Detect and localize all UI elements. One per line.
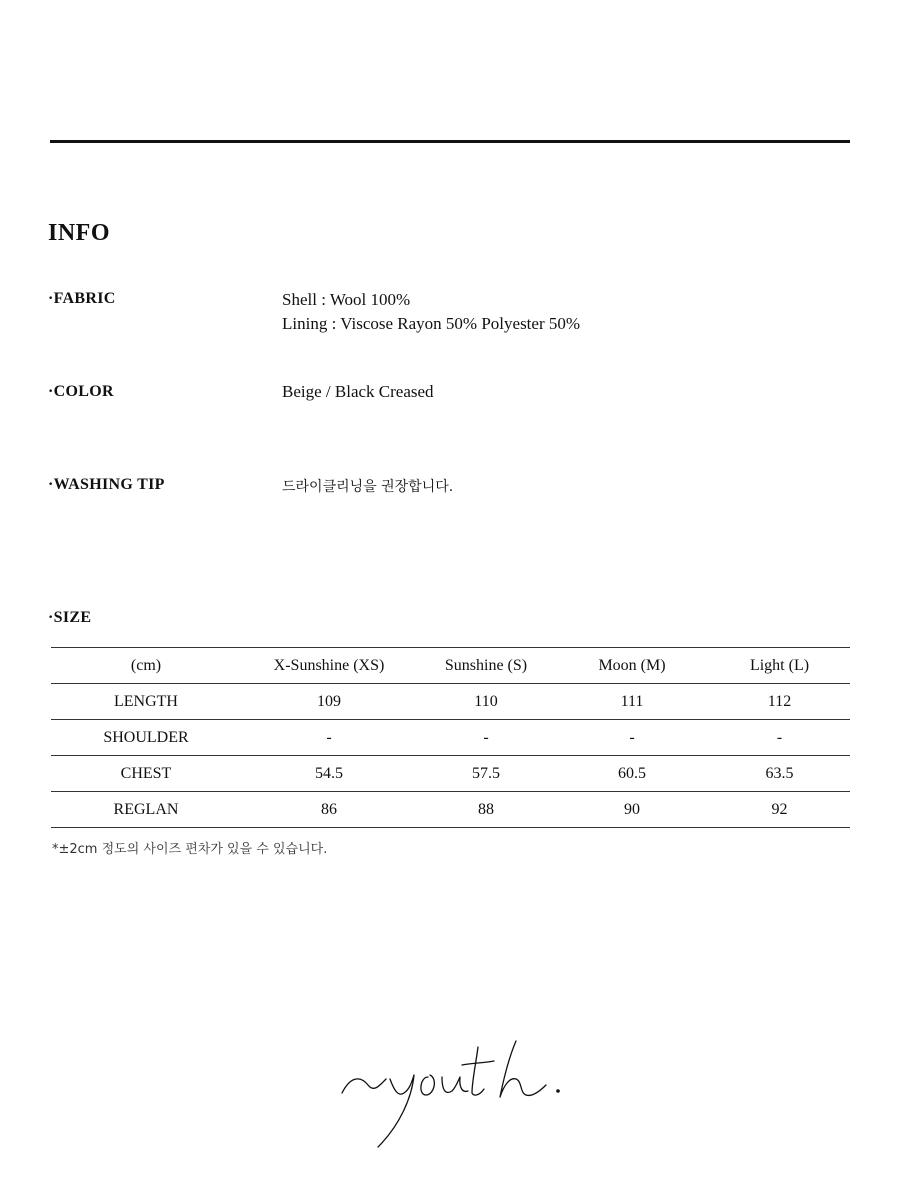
cell-l: - bbox=[709, 720, 850, 756]
size-table-header-row bbox=[51, 648, 850, 684]
top-divider bbox=[50, 140, 850, 143]
washing-tip-value: 드라이클리닝을 권장합니다. bbox=[282, 479, 454, 495]
size-note: *±2cm 정도의 사이즈 편차가 있을 수 있습니다. bbox=[52, 842, 328, 857]
table-row bbox=[51, 792, 850, 828]
header-l: Light (L) bbox=[709, 648, 850, 684]
cell-s: 88 bbox=[417, 792, 555, 828]
row-name: CHEST bbox=[51, 756, 241, 792]
cell-s: - bbox=[417, 720, 555, 756]
fabric-label: ·FABRIC bbox=[48, 290, 116, 307]
table-row bbox=[51, 684, 850, 720]
cell-s: 110 bbox=[417, 684, 555, 720]
cell-l: 112 bbox=[709, 684, 850, 720]
fabric-lining-line: Lining : Viscose Rayon 50% Polyester 50% bbox=[282, 314, 581, 333]
cell-s: 57.5 bbox=[417, 756, 555, 792]
cell-xs: 54.5 bbox=[241, 756, 417, 792]
row-name: LENGTH bbox=[51, 684, 241, 720]
table-row bbox=[51, 720, 850, 756]
cell-xs: - bbox=[241, 720, 417, 756]
cell-xs: 109 bbox=[241, 684, 417, 720]
washing-tip-label: ·WASHING TIP bbox=[48, 476, 165, 493]
table-row bbox=[51, 756, 850, 792]
cell-l: 92 bbox=[709, 792, 850, 828]
color-value: Beige / Black Creased bbox=[282, 382, 434, 401]
header-m: Moon (M) bbox=[555, 648, 709, 684]
cell-m: 111 bbox=[555, 684, 709, 720]
youth-signature-logo bbox=[338, 1035, 568, 1155]
fabric-shell-line: Shell : Wool 100% bbox=[282, 290, 411, 309]
cell-xs: 86 bbox=[241, 792, 417, 828]
size-table bbox=[51, 647, 850, 828]
header-xs: X-Sunshine (XS) bbox=[241, 648, 417, 684]
header-s: Sunshine (S) bbox=[417, 648, 555, 684]
header-unit: (cm) bbox=[51, 648, 241, 684]
cell-m: 90 bbox=[555, 792, 709, 828]
color-label: ·COLOR bbox=[48, 383, 114, 400]
cell-m: - bbox=[555, 720, 709, 756]
cell-m: 60.5 bbox=[555, 756, 709, 792]
cell-l: 63.5 bbox=[709, 756, 850, 792]
row-name: REGLAN bbox=[51, 792, 241, 828]
size-label: ·SIZE bbox=[48, 609, 92, 626]
fabric-value bbox=[282, 288, 580, 336]
info-heading: INFO bbox=[48, 220, 110, 246]
row-name: SHOULDER bbox=[51, 720, 241, 756]
